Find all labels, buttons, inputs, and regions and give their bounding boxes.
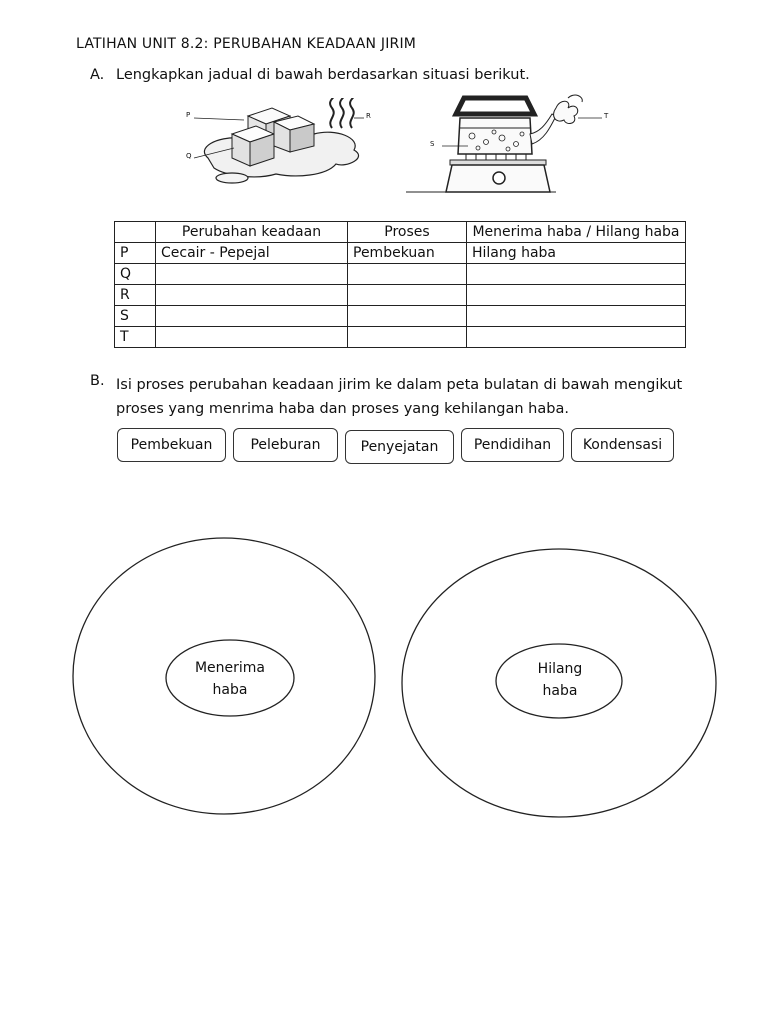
answer-cell[interactable] bbox=[467, 264, 686, 285]
row-label-cell: Q bbox=[115, 264, 156, 285]
word-bank-kondensasi[interactable]: Kondensasi bbox=[571, 428, 674, 462]
table-header-cell: Menerima haba / Hilang haba bbox=[467, 222, 686, 243]
answer-cell[interactable] bbox=[467, 306, 686, 327]
answer-cell[interactable] bbox=[467, 285, 686, 306]
table-row bbox=[115, 264, 686, 285]
row-label-cell: T bbox=[115, 327, 156, 348]
section-b-instruction-line1: Isi proses perubahan keadaan jirim ke dalam peta bulatan di bawah mengikut bbox=[116, 377, 683, 393]
answer-cell[interactable] bbox=[348, 285, 467, 306]
word-bank-penyejatan[interactable]: Penyejatan bbox=[345, 430, 454, 464]
circle-label-lose-heat-line1: Hilang bbox=[537, 661, 583, 677]
ice-cubes-illustration bbox=[186, 98, 376, 192]
section-b-instruction-line2: proses yang menrima haba dan proses yang kehilangan haba. bbox=[116, 401, 569, 417]
label-r: R bbox=[366, 112, 371, 120]
word-bank-peleburan[interactable]: Peleburan bbox=[233, 428, 338, 462]
table-header-cell: Perubahan keadaan bbox=[156, 222, 348, 243]
circle-label-lose-heat bbox=[510, 658, 610, 702]
answer-cell[interactable] bbox=[156, 306, 348, 327]
answer-cell[interactable] bbox=[156, 285, 348, 306]
row-label-cell: R bbox=[115, 285, 156, 306]
answer-cell[interactable]: Hilang haba bbox=[467, 243, 686, 264]
circle-label-lose-heat-line2: haba bbox=[542, 683, 578, 699]
label-p: P bbox=[186, 111, 191, 119]
label-t: T bbox=[604, 112, 609, 120]
row-label-cell: P bbox=[115, 243, 156, 264]
section-a-label: A. bbox=[90, 67, 105, 83]
answer-cell[interactable]: Cecair - Pepejal bbox=[156, 243, 348, 264]
table-row bbox=[115, 306, 686, 327]
circle-label-receive-heat-line1: Menerima bbox=[194, 660, 266, 676]
table-row bbox=[115, 285, 686, 306]
answer-cell[interactable] bbox=[348, 306, 467, 327]
answer-cell[interactable]: Pembekuan bbox=[348, 243, 467, 264]
word-bank-pendidihan[interactable]: Pendidihan bbox=[461, 428, 564, 462]
word-bank-pembekuan[interactable]: Pembekuan bbox=[117, 428, 226, 462]
section-b-label: B. bbox=[90, 373, 105, 389]
table-header-cell: Proses bbox=[348, 222, 467, 243]
worksheet-title: LATIHAN UNIT 8.2: PERUBAHAN KEADAAN JIRIM bbox=[76, 36, 417, 52]
answer-cell[interactable] bbox=[467, 327, 686, 348]
table-header-cell bbox=[115, 222, 156, 243]
circle-label-receive-heat-line2: haba bbox=[212, 682, 248, 698]
table-header-row bbox=[115, 222, 686, 243]
label-s: S bbox=[430, 140, 435, 148]
answer-cell[interactable] bbox=[348, 327, 467, 348]
answer-cell[interactable] bbox=[156, 264, 348, 285]
circle-label-receive-heat bbox=[180, 657, 280, 701]
circle-maps bbox=[0, 520, 768, 820]
section-b-instruction bbox=[116, 373, 696, 421]
answer-table bbox=[114, 221, 686, 348]
answer-cell[interactable] bbox=[348, 264, 467, 285]
row-label-cell: S bbox=[115, 306, 156, 327]
table-row bbox=[115, 243, 686, 264]
table-row bbox=[115, 327, 686, 348]
answer-cell[interactable] bbox=[156, 327, 348, 348]
label-q: Q bbox=[186, 152, 192, 160]
kettle-illustration bbox=[406, 94, 616, 194]
section-a-instruction: Lengkapkan jadual di bawah berdasarkan situasi berikut. bbox=[116, 67, 530, 83]
